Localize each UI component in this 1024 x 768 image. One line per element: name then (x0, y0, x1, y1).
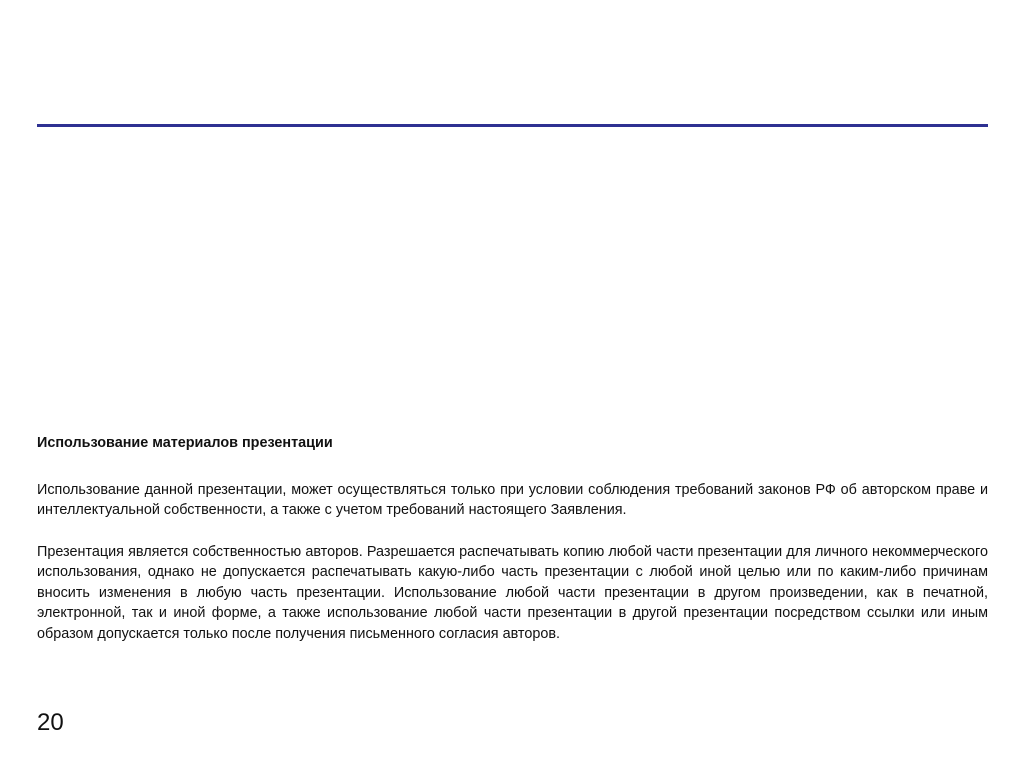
header-divider (37, 124, 988, 127)
usage-notice (37, 433, 988, 644)
notice-title: Использование материалов презентации (37, 435, 333, 451)
slide-number: 20 (37, 709, 64, 736)
notice-paragraph-ownership: Презентация является собственностью авторов. Разрешается распечатывать копию любой части презентации для личного некоммерческого использования, однако не допускается распечатывать какую-либо часть презентации с любой иной целью или по каким-либо причинам вносить изменения в любую часть презентации. Использование любой части презентации в другом произведении, как в печатной, электронной, так и иной форме, а также использование любой части презентации в другой презентации посредством ссылки или иным образом допускается только после получения письменного согласия авторов. (37, 543, 988, 642)
notice-paragraph-legal: Использование данной презентации, может осуществляться только при условии соблюдения требований законов РФ об авторском праве и интеллектуальной собственности, а также с учетом требований настоящего Заявления. (37, 481, 988, 518)
